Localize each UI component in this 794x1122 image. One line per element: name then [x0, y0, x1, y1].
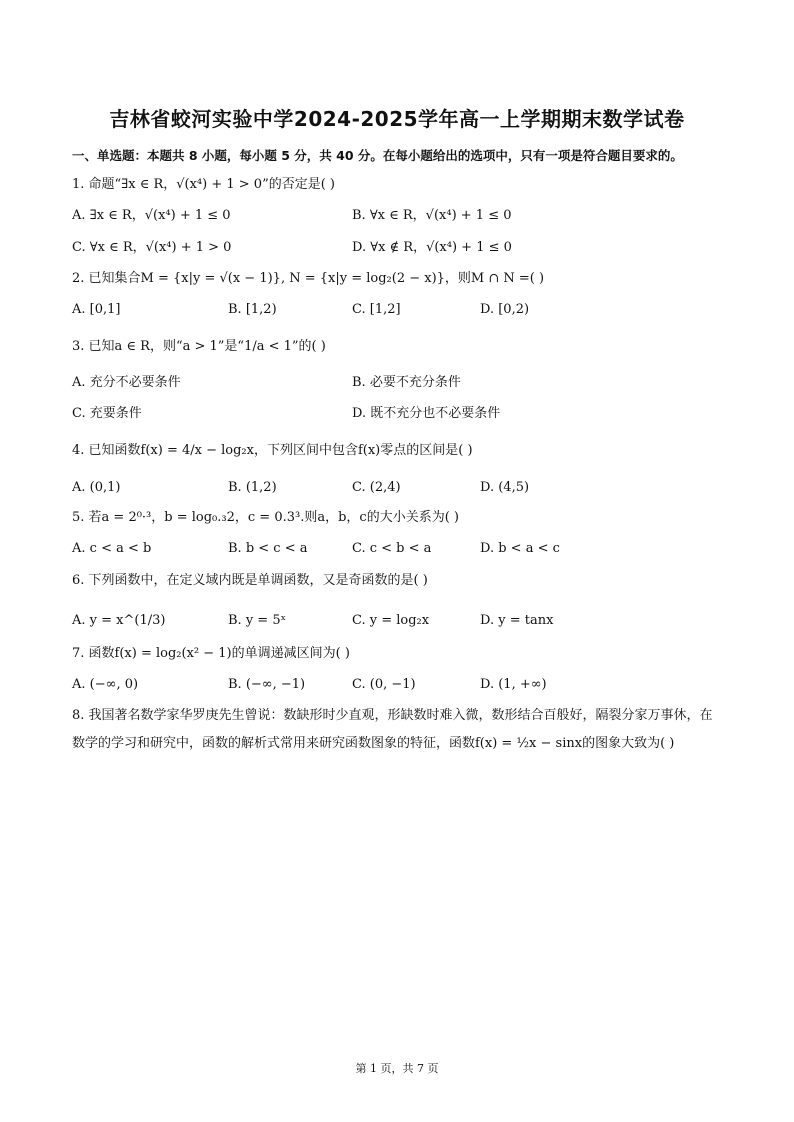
question-3-stem: 3. 已知a ∈ R，则“a > 1”是“1/a < 1”的( )	[72, 339, 326, 354]
question-2-stem: 2. 已知集合M = {x|y = √(x − 1)}, N = {x|y = log₂(2 − x)}，则M ∩ N =( )	[72, 271, 545, 286]
question-7-option-d: D. (1, +∞)	[480, 677, 547, 692]
question-1-option-d: D. ∀x ∉ R，√(x⁴) + 1 ≤ 0	[352, 240, 512, 255]
question-6-option-b: B. y = 5ˣ	[228, 613, 287, 628]
question-4-option-b: B. (1,2)	[228, 480, 277, 495]
question-7-option-b: B. (−∞, −1)	[228, 677, 306, 692]
question-2-option-c: C. [1,2]	[352, 302, 401, 317]
question-6-option-a: A. y = x^(1/3)	[72, 613, 166, 628]
question-4-stem: 4. 已知函数f(x) = 4/x − log₂x，下列区间中包含f(x)零点的区间是( )	[72, 443, 473, 458]
question-1-stem: 1. 命题“∃x ∈ R，√(x⁴) + 1 > 0”的否定是( )	[72, 177, 335, 192]
question-1-option-b: B. ∀x ∈ R，√(x⁴) + 1 ≤ 0	[352, 208, 512, 223]
question-3-option-a: A. 充分不必要条件	[72, 375, 181, 390]
section-heading: 一、单选题：本题共 8 小题，每小题 5 分，共 40 分。在每小题给出的选项中，只有一项是符合题目要求的。	[72, 148, 683, 163]
question-7-option-a: A. (−∞, 0)	[72, 677, 139, 692]
question-6-option-c: C. y = log₂x	[352, 613, 430, 628]
question-5-option-b: B. b < c < a	[228, 541, 308, 556]
question-5-option-d: D. b < a < c	[480, 541, 560, 556]
page-footer: 第 1 页，共 7 页	[355, 1062, 439, 1075]
question-3-option-c: C. 充要条件	[72, 406, 142, 421]
question-4-option-a: A. (0,1)	[72, 480, 121, 495]
question-5-option-c: C. c < b < a	[352, 541, 432, 556]
question-2-option-d: D. [0,2)	[480, 302, 530, 317]
question-2-option-a: A. [0,1]	[72, 302, 121, 317]
question-4-option-c: C. (2,4)	[352, 480, 401, 495]
question-7-stem: 7. 函数f(x) = log₂(x² − 1)的单调递减区间为( )	[72, 646, 350, 661]
question-6-option-d: D. y = tanx	[480, 613, 554, 628]
question-2-option-b: B. [1,2)	[228, 302, 277, 317]
question-4-option-d: D. (4,5)	[480, 480, 530, 495]
question-3-option-d: D. 既不充分也不必要条件	[352, 406, 501, 421]
question-5-stem: 5. 若a = 2⁰·³，b = log₀.₃2，c = 0.3³.则a，b，c的大小关系为( )	[72, 510, 459, 525]
page-title: 吉林省蛟河实验中学2024-2025学年高一上学期期末数学试卷	[109, 107, 685, 131]
question-8-stem: 8. 我国著名数学家华罗庚先生曾说：数缺形时少直观，形缺数时难入微，数形结合百般好，隔裂分家万事休，在数学的学习和研究中，函数的解析式常用来研究函数图象的特征，函数f(x) = ½x − sinx的图象大致为( )	[72, 708, 713, 751]
question-3-option-b: B. 必要不充分条件	[352, 375, 461, 390]
question-7-option-c: C. (0, −1)	[352, 677, 416, 692]
question-6-stem: 6. 下列函数中，在定义域内既是单调函数，又是奇函数的是( )	[72, 573, 428, 588]
question-5-option-a: A. c < a < b	[72, 541, 152, 556]
question-1-option-c: C. ∀x ∈ R，√(x⁴) + 1 > 0	[72, 240, 232, 255]
question-1-option-a: A. ∃x ∈ R，√(x⁴) + 1 ≤ 0	[72, 208, 231, 223]
